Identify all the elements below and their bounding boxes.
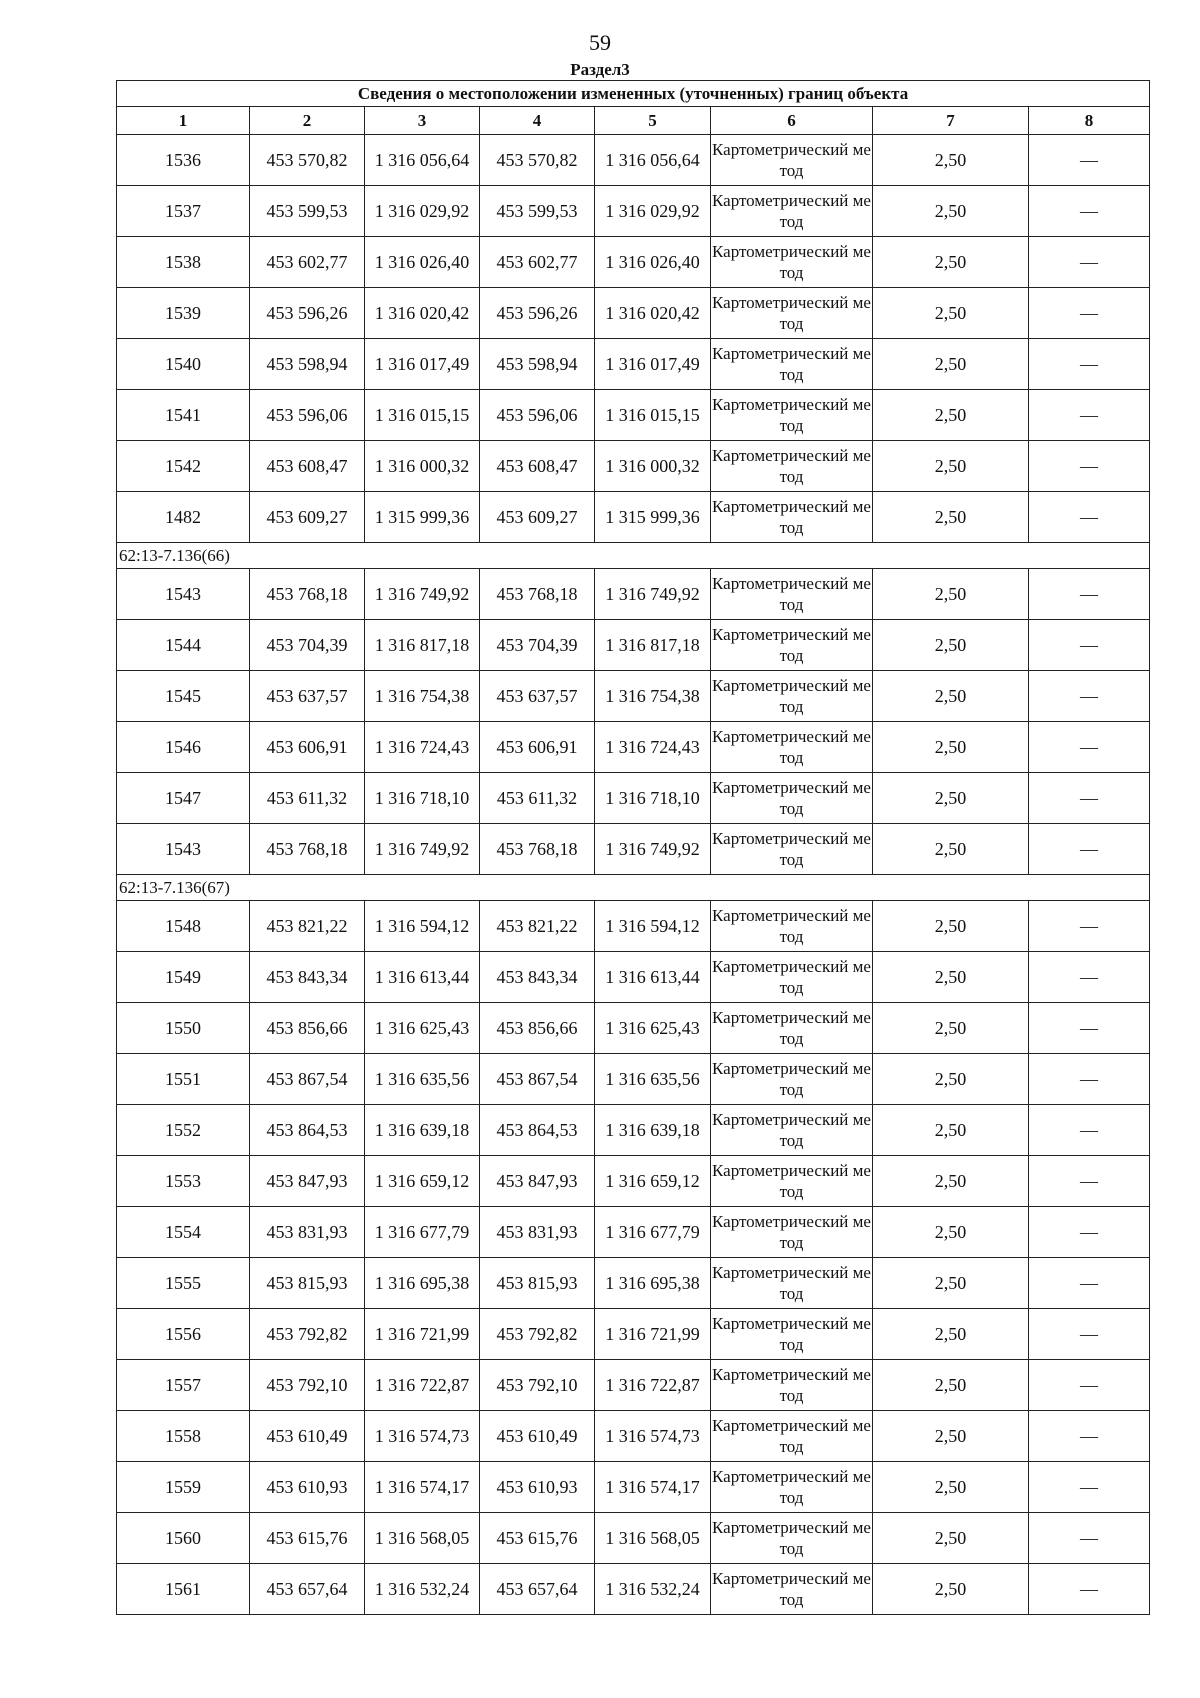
table-row: [117, 824, 1150, 875]
x-existing-cell: 453 821,22: [250, 901, 365, 952]
x-existing-cell: 453 610,93: [250, 1462, 365, 1513]
y-new-cell: 1 316 754,38: [595, 671, 711, 722]
y-existing-cell: 1 316 020,42: [365, 288, 480, 339]
point-number-cell: 1551: [117, 1054, 250, 1105]
x-existing-cell: 453 856,66: [250, 1003, 365, 1054]
x-new-cell: 453 843,34: [480, 952, 595, 1003]
point-number-cell: 1552: [117, 1105, 250, 1156]
method-cell: Картометрический метод: [711, 1360, 873, 1411]
y-new-cell: 1 316 749,92: [595, 569, 711, 620]
x-existing-cell: 453 792,82: [250, 1309, 365, 1360]
point-number-cell: 1543: [117, 569, 250, 620]
table-row: [117, 1360, 1150, 1411]
y-new-cell: 1 316 639,18: [595, 1105, 711, 1156]
method-cell: Картометрический метод: [711, 1207, 873, 1258]
x-new-cell: 453 815,93: [480, 1258, 595, 1309]
point-number-cell: 1543: [117, 824, 250, 875]
table-caption: Сведения о местоположении измененных (уточненных) границ объекта: [117, 81, 1150, 107]
method-cell: Картометрический метод: [711, 952, 873, 1003]
x-existing-cell: 453 609,27: [250, 492, 365, 543]
y-existing-cell: 1 316 574,17: [365, 1462, 480, 1513]
table-row: [117, 441, 1150, 492]
y-existing-cell: 1 316 574,73: [365, 1411, 480, 1462]
y-existing-cell: 1 316 056,64: [365, 135, 480, 186]
column-number: 2: [250, 107, 365, 135]
x-existing-cell: 453 611,32: [250, 773, 365, 824]
y-existing-cell: 1 316 594,12: [365, 901, 480, 952]
y-existing-cell: 1 316 722,87: [365, 1360, 480, 1411]
point-number-cell: 1553: [117, 1156, 250, 1207]
point-number-cell: 1539: [117, 288, 250, 339]
x-new-cell: 453 768,18: [480, 569, 595, 620]
precision-cell: 2,50: [873, 569, 1029, 620]
note-cell: —: [1029, 1309, 1150, 1360]
column-number: 3: [365, 107, 480, 135]
y-new-cell: 1 316 695,38: [595, 1258, 711, 1309]
table-row: [117, 901, 1150, 952]
column-number-row: [117, 107, 1150, 135]
y-new-cell: 1 316 568,05: [595, 1513, 711, 1564]
y-existing-cell: 1 316 718,10: [365, 773, 480, 824]
x-new-cell: 453 847,93: [480, 1156, 595, 1207]
method-cell: Картометрический метод: [711, 722, 873, 773]
x-new-cell: 453 602,77: [480, 237, 595, 288]
note-cell: —: [1029, 1513, 1150, 1564]
y-existing-cell: 1 316 695,38: [365, 1258, 480, 1309]
y-new-cell: 1 316 721,99: [595, 1309, 711, 1360]
point-number-cell: 1558: [117, 1411, 250, 1462]
note-cell: —: [1029, 390, 1150, 441]
x-new-cell: 453 606,91: [480, 722, 595, 773]
x-new-cell: 453 598,94: [480, 339, 595, 390]
x-new-cell: 453 596,06: [480, 390, 595, 441]
y-existing-cell: 1 316 625,43: [365, 1003, 480, 1054]
note-cell: —: [1029, 135, 1150, 186]
x-existing-cell: 453 843,34: [250, 952, 365, 1003]
precision-cell: 2,50: [873, 339, 1029, 390]
method-cell: Картометрический метод: [711, 1309, 873, 1360]
point-number-cell: 1541: [117, 390, 250, 441]
y-new-cell: 1 316 659,12: [595, 1156, 711, 1207]
x-new-cell: 453 831,93: [480, 1207, 595, 1258]
x-new-cell: 453 768,18: [480, 824, 595, 875]
x-existing-cell: 453 610,49: [250, 1411, 365, 1462]
y-existing-cell: 1 316 017,49: [365, 339, 480, 390]
note-cell: —: [1029, 773, 1150, 824]
point-number-cell: 1540: [117, 339, 250, 390]
y-new-cell: 1 316 574,17: [595, 1462, 711, 1513]
y-existing-cell: 1 316 677,79: [365, 1207, 480, 1258]
precision-cell: 2,50: [873, 135, 1029, 186]
precision-cell: 2,50: [873, 237, 1029, 288]
note-cell: —: [1029, 288, 1150, 339]
table-row: [117, 135, 1150, 186]
y-existing-cell: 1 316 029,92: [365, 186, 480, 237]
note-cell: —: [1029, 492, 1150, 543]
y-new-cell: 1 316 015,15: [595, 390, 711, 441]
method-cell: Картометрический метод: [711, 135, 873, 186]
note-cell: —: [1029, 237, 1150, 288]
table-row: [117, 1462, 1150, 1513]
x-existing-cell: 453 608,47: [250, 441, 365, 492]
point-number-cell: 1557: [117, 1360, 250, 1411]
method-cell: Картометрический метод: [711, 186, 873, 237]
x-existing-cell: 453 792,10: [250, 1360, 365, 1411]
x-new-cell: 453 608,47: [480, 441, 595, 492]
x-new-cell: 453 657,64: [480, 1564, 595, 1615]
table-row: [117, 952, 1150, 1003]
method-cell: Картометрический метод: [711, 1513, 873, 1564]
point-number-cell: 1561: [117, 1564, 250, 1615]
method-cell: Картометрический метод: [711, 901, 873, 952]
x-new-cell: 453 792,82: [480, 1309, 595, 1360]
column-number: 6: [711, 107, 873, 135]
y-existing-cell: 1 316 749,92: [365, 569, 480, 620]
point-number-cell: 1542: [117, 441, 250, 492]
note-cell: —: [1029, 1207, 1150, 1258]
note-cell: —: [1029, 339, 1150, 390]
table-row: [117, 186, 1150, 237]
note-cell: —: [1029, 1462, 1150, 1513]
point-number-cell: 1548: [117, 901, 250, 952]
y-new-cell: 1 316 749,92: [595, 824, 711, 875]
note-cell: —: [1029, 1054, 1150, 1105]
y-existing-cell: 1 316 015,15: [365, 390, 480, 441]
point-number-cell: 1537: [117, 186, 250, 237]
x-existing-cell: 453 606,91: [250, 722, 365, 773]
group-header-row: [117, 875, 1150, 901]
boundary-coordinates-table: [116, 80, 1150, 1615]
x-new-cell: 453 615,76: [480, 1513, 595, 1564]
x-existing-cell: 453 602,77: [250, 237, 365, 288]
table-row: [117, 1411, 1150, 1462]
note-cell: —: [1029, 1564, 1150, 1615]
table-row: [117, 1564, 1150, 1615]
point-number-cell: 1554: [117, 1207, 250, 1258]
y-existing-cell: 1 316 026,40: [365, 237, 480, 288]
note-cell: —: [1029, 1105, 1150, 1156]
column-number: 7: [873, 107, 1029, 135]
note-cell: —: [1029, 1258, 1150, 1309]
x-new-cell: 453 610,93: [480, 1462, 595, 1513]
precision-cell: 2,50: [873, 1207, 1029, 1258]
table-row: [117, 288, 1150, 339]
method-cell: Картометрический метод: [711, 1564, 873, 1615]
y-new-cell: 1 316 029,92: [595, 186, 711, 237]
x-existing-cell: 453 831,93: [250, 1207, 365, 1258]
method-cell: Картометрический метод: [711, 1411, 873, 1462]
x-existing-cell: 453 599,53: [250, 186, 365, 237]
precision-cell: 2,50: [873, 1105, 1029, 1156]
x-existing-cell: 453 615,76: [250, 1513, 365, 1564]
x-existing-cell: 453 768,18: [250, 824, 365, 875]
precision-cell: 2,50: [873, 390, 1029, 441]
method-cell: Картометрический метод: [711, 620, 873, 671]
x-existing-cell: 453 657,64: [250, 1564, 365, 1615]
precision-cell: 2,50: [873, 441, 1029, 492]
y-new-cell: 1 315 999,36: [595, 492, 711, 543]
method-cell: Картометрический метод: [711, 1156, 873, 1207]
table-body: [117, 135, 1150, 1615]
precision-cell: 2,50: [873, 620, 1029, 671]
y-new-cell: 1 316 020,42: [595, 288, 711, 339]
precision-cell: 2,50: [873, 1156, 1029, 1207]
point-number-cell: 1555: [117, 1258, 250, 1309]
table-row: [117, 1513, 1150, 1564]
point-number-cell: 1559: [117, 1462, 250, 1513]
note-cell: —: [1029, 441, 1150, 492]
y-existing-cell: 1 316 000,32: [365, 441, 480, 492]
method-cell: Картометрический метод: [711, 773, 873, 824]
x-existing-cell: 453 815,93: [250, 1258, 365, 1309]
note-cell: —: [1029, 952, 1150, 1003]
group-label: 62:13-7.136(66): [117, 543, 1150, 569]
x-existing-cell: 453 570,82: [250, 135, 365, 186]
y-new-cell: 1 316 026,40: [595, 237, 711, 288]
table-row: [117, 390, 1150, 441]
precision-cell: 2,50: [873, 492, 1029, 543]
note-cell: —: [1029, 1156, 1150, 1207]
y-new-cell: 1 316 724,43: [595, 722, 711, 773]
table-row: [117, 1156, 1150, 1207]
x-new-cell: 453 596,26: [480, 288, 595, 339]
x-new-cell: 453 867,54: [480, 1054, 595, 1105]
precision-cell: 2,50: [873, 1513, 1029, 1564]
table-row: [117, 1309, 1150, 1360]
point-number-cell: 1545: [117, 671, 250, 722]
precision-cell: 2,50: [873, 288, 1029, 339]
y-existing-cell: 1 316 639,18: [365, 1105, 480, 1156]
precision-cell: 2,50: [873, 901, 1029, 952]
table-row: [117, 1054, 1150, 1105]
section-title: Раздел3: [570, 60, 630, 79]
column-number: 4: [480, 107, 595, 135]
y-existing-cell: 1 316 749,92: [365, 824, 480, 875]
x-new-cell: 453 637,57: [480, 671, 595, 722]
precision-cell: 2,50: [873, 1360, 1029, 1411]
method-cell: Картометрический метод: [711, 1054, 873, 1105]
table-row: [117, 722, 1150, 773]
y-existing-cell: 1 316 721,99: [365, 1309, 480, 1360]
column-number: 5: [595, 107, 711, 135]
method-cell: Картометрический метод: [711, 237, 873, 288]
y-new-cell: 1 316 718,10: [595, 773, 711, 824]
y-existing-cell: 1 316 724,43: [365, 722, 480, 773]
x-new-cell: 453 856,66: [480, 1003, 595, 1054]
table-row: [117, 1207, 1150, 1258]
x-new-cell: 453 570,82: [480, 135, 595, 186]
y-new-cell: 1 316 722,87: [595, 1360, 711, 1411]
page-number: 59: [589, 30, 611, 55]
precision-cell: 2,50: [873, 186, 1029, 237]
point-number-cell: 1550: [117, 1003, 250, 1054]
y-existing-cell: 1 316 568,05: [365, 1513, 480, 1564]
point-number-cell: 1556: [117, 1309, 250, 1360]
table-row: [117, 773, 1150, 824]
note-cell: —: [1029, 1411, 1150, 1462]
precision-cell: 2,50: [873, 1054, 1029, 1105]
y-new-cell: 1 316 817,18: [595, 620, 711, 671]
y-existing-cell: 1 316 532,24: [365, 1564, 480, 1615]
method-cell: Картометрический метод: [711, 1105, 873, 1156]
table-row: [117, 492, 1150, 543]
y-new-cell: 1 316 613,44: [595, 952, 711, 1003]
y-existing-cell: 1 315 999,36: [365, 492, 480, 543]
group-header-row: [117, 543, 1150, 569]
x-existing-cell: 453 867,54: [250, 1054, 365, 1105]
x-existing-cell: 453 847,93: [250, 1156, 365, 1207]
table-row: [117, 1105, 1150, 1156]
x-existing-cell: 453 637,57: [250, 671, 365, 722]
precision-cell: 2,50: [873, 1258, 1029, 1309]
method-cell: Картометрический метод: [711, 1258, 873, 1309]
note-cell: —: [1029, 1003, 1150, 1054]
y-existing-cell: 1 316 613,44: [365, 952, 480, 1003]
y-existing-cell: 1 316 817,18: [365, 620, 480, 671]
group-label: 62:13-7.136(67): [117, 875, 1150, 901]
x-existing-cell: 453 598,94: [250, 339, 365, 390]
x-existing-cell: 453 864,53: [250, 1105, 365, 1156]
note-cell: —: [1029, 824, 1150, 875]
table-row: [117, 671, 1150, 722]
y-existing-cell: 1 316 754,38: [365, 671, 480, 722]
table-row: [117, 569, 1150, 620]
x-new-cell: 453 792,10: [480, 1360, 595, 1411]
x-existing-cell: 453 596,26: [250, 288, 365, 339]
y-new-cell: 1 316 625,43: [595, 1003, 711, 1054]
note-cell: —: [1029, 1360, 1150, 1411]
table-row: [117, 339, 1150, 390]
column-number: 8: [1029, 107, 1150, 135]
y-existing-cell: 1 316 659,12: [365, 1156, 480, 1207]
method-cell: Картометрический метод: [711, 1462, 873, 1513]
method-cell: Картометрический метод: [711, 1003, 873, 1054]
method-cell: Картометрический метод: [711, 569, 873, 620]
precision-cell: 2,50: [873, 824, 1029, 875]
table-row: [117, 237, 1150, 288]
method-cell: Картометрический метод: [711, 441, 873, 492]
precision-cell: 2,50: [873, 1309, 1029, 1360]
method-cell: Картометрический метод: [711, 390, 873, 441]
y-new-cell: 1 316 000,32: [595, 441, 711, 492]
note-cell: —: [1029, 901, 1150, 952]
point-number-cell: 1544: [117, 620, 250, 671]
precision-cell: 2,50: [873, 952, 1029, 1003]
y-new-cell: 1 316 017,49: [595, 339, 711, 390]
x-new-cell: 453 864,53: [480, 1105, 595, 1156]
x-new-cell: 453 609,27: [480, 492, 595, 543]
y-new-cell: 1 316 532,24: [595, 1564, 711, 1615]
method-cell: Картометрический метод: [711, 339, 873, 390]
precision-cell: 2,50: [873, 1564, 1029, 1615]
precision-cell: 2,50: [873, 722, 1029, 773]
x-new-cell: 453 821,22: [480, 901, 595, 952]
y-existing-cell: 1 316 635,56: [365, 1054, 480, 1105]
y-new-cell: 1 316 594,12: [595, 901, 711, 952]
x-existing-cell: 453 704,39: [250, 620, 365, 671]
precision-cell: 2,50: [873, 1462, 1029, 1513]
precision-cell: 2,50: [873, 1003, 1029, 1054]
precision-cell: 2,50: [873, 773, 1029, 824]
table-row: [117, 1258, 1150, 1309]
x-existing-cell: 453 768,18: [250, 569, 365, 620]
point-number-cell: 1549: [117, 952, 250, 1003]
point-number-cell: 1560: [117, 1513, 250, 1564]
y-new-cell: 1 316 574,73: [595, 1411, 711, 1462]
table-row: [117, 1003, 1150, 1054]
x-new-cell: 453 611,32: [480, 773, 595, 824]
note-cell: —: [1029, 722, 1150, 773]
note-cell: —: [1029, 671, 1150, 722]
note-cell: —: [1029, 620, 1150, 671]
x-new-cell: 453 599,53: [480, 186, 595, 237]
table-row: [117, 620, 1150, 671]
precision-cell: 2,50: [873, 1411, 1029, 1462]
note-cell: —: [1029, 569, 1150, 620]
x-existing-cell: 453 596,06: [250, 390, 365, 441]
x-new-cell: 453 610,49: [480, 1411, 595, 1462]
method-cell: Картометрический метод: [711, 824, 873, 875]
x-new-cell: 453 704,39: [480, 620, 595, 671]
y-new-cell: 1 316 677,79: [595, 1207, 711, 1258]
method-cell: Картометрический метод: [711, 492, 873, 543]
y-new-cell: 1 316 635,56: [595, 1054, 711, 1105]
y-new-cell: 1 316 056,64: [595, 135, 711, 186]
note-cell: —: [1029, 186, 1150, 237]
point-number-cell: 1482: [117, 492, 250, 543]
point-number-cell: 1536: [117, 135, 250, 186]
point-number-cell: 1546: [117, 722, 250, 773]
point-number-cell: 1538: [117, 237, 250, 288]
precision-cell: 2,50: [873, 671, 1029, 722]
method-cell: Картометрический метод: [711, 671, 873, 722]
point-number-cell: 1547: [117, 773, 250, 824]
method-cell: Картометрический метод: [711, 288, 873, 339]
column-number: 1: [117, 107, 250, 135]
